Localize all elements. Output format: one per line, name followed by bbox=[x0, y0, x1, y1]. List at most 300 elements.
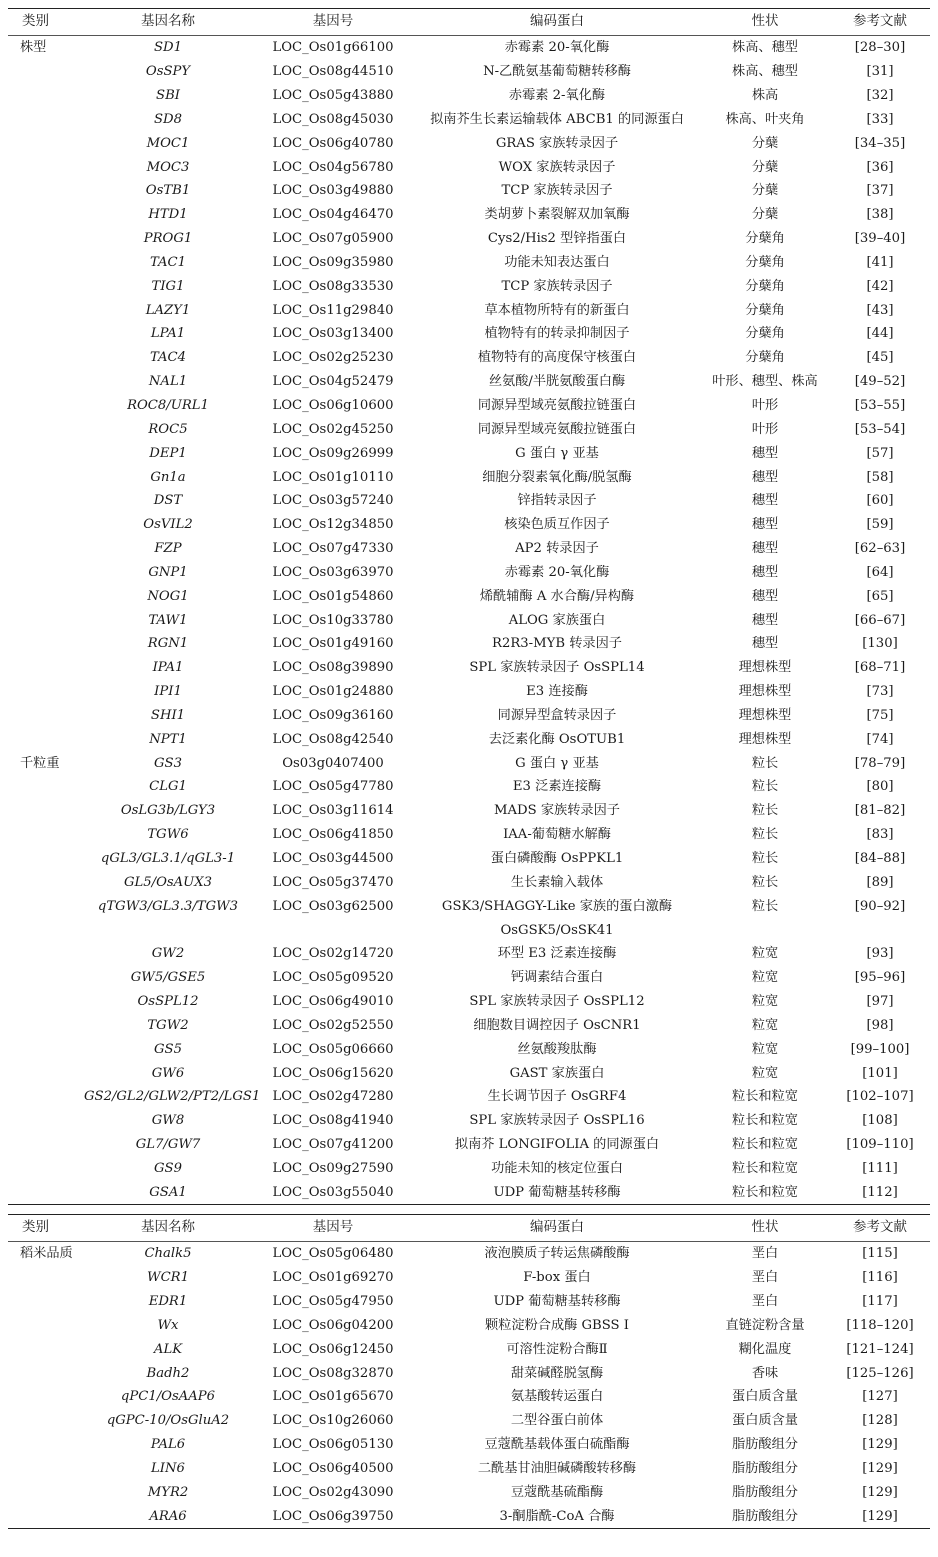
gene-name-cell: qGPC-10/OsGluA2 bbox=[106, 1413, 230, 1429]
trait-cell: 穗型 bbox=[751, 493, 779, 509]
gene-id-cell: LOC_Os08g39890 bbox=[272, 660, 394, 676]
gene-name-cell: OsSPY bbox=[145, 64, 191, 80]
protein-cell: 赤霉素 20-氧化酶 bbox=[504, 564, 610, 580]
reference-cell: [81–82] bbox=[854, 803, 906, 819]
gene-id-cell: LOC_Os06g49010 bbox=[272, 994, 394, 1010]
trait-cell: 粒长 bbox=[751, 779, 779, 795]
protein-cell: 草本植物所特有的新蛋白 bbox=[484, 302, 630, 318]
gene-name-cell: ROC8/URL1 bbox=[127, 397, 209, 413]
gene-name-cell: GNP1 bbox=[148, 564, 188, 580]
gene-name-cell: qGL3/GL3.1/qGL3-1 bbox=[100, 851, 236, 866]
reference-cell: [64] bbox=[866, 564, 894, 580]
gene-id-cell: LOC_Os07g05900 bbox=[272, 231, 394, 247]
trait-cell: 脂肪酸组分 bbox=[732, 1508, 798, 1524]
gene-name-cell: LPA1 bbox=[150, 326, 186, 342]
gene-id-cell: LOC_Os03g49880 bbox=[272, 183, 394, 199]
gene-name-cell: MOC1 bbox=[146, 135, 190, 151]
table-row bbox=[8, 155, 930, 179]
trait-cell: 穗型 bbox=[751, 636, 779, 652]
protein-cell: 赤霉素 2-氧化酶 bbox=[508, 88, 606, 103]
protein-cell: SPL 家族转录因子 OsSPL14 bbox=[469, 660, 645, 676]
protein-cell: 颗粒淀粉合成酶 GBSS Ⅰ bbox=[485, 1317, 629, 1333]
reference-cell: [53–54] bbox=[854, 421, 906, 437]
gene-name-cell: GS9 bbox=[154, 1160, 182, 1176]
trait-cell: 叶形 bbox=[751, 421, 779, 437]
protein-cell: OsGSK5/OsSK41 bbox=[500, 922, 614, 938]
gene-id-cell: LOC_Os06g15620 bbox=[272, 1065, 394, 1081]
gene-name-cell: GW5/GSE5 bbox=[130, 970, 206, 986]
header-gene-id: 基因号 bbox=[312, 13, 354, 30]
table-row bbox=[8, 108, 930, 132]
table-row bbox=[8, 1361, 930, 1385]
gene-name-cell: Wx bbox=[157, 1317, 179, 1333]
gene-id-cell: LOC_Os05g06480 bbox=[272, 1246, 394, 1262]
gene-id-cell: LOC_Os03g55040 bbox=[272, 1184, 394, 1200]
protein-cell: 去泛素化酶 OsOTUB1 bbox=[488, 731, 626, 747]
protein-cell: 同源异型盒转录因子 bbox=[497, 707, 617, 723]
category-cell: 稻米品质 bbox=[20, 1246, 73, 1262]
table-row bbox=[8, 513, 930, 537]
table-row bbox=[8, 894, 930, 918]
trait-cell: 粒宽 bbox=[751, 1041, 779, 1057]
protein-cell: IAA-葡萄糖水解酶 bbox=[503, 827, 611, 843]
protein-cell: E3 泛素连接酶 bbox=[512, 779, 602, 795]
reference-cell: [37] bbox=[866, 183, 894, 199]
gene-name-cell: qTGW3/GL3.3/TGW3 bbox=[97, 898, 239, 914]
reference-cell: [74] bbox=[866, 731, 894, 747]
trait-cell: 粒长和粒宽 bbox=[732, 1089, 798, 1105]
gene-name-cell: IPA1 bbox=[152, 660, 184, 676]
reference-cell: [28–30] bbox=[854, 40, 906, 56]
trait-cell: 理想株型 bbox=[738, 684, 792, 700]
reference-cell: [99–100] bbox=[850, 1041, 910, 1057]
trait-cell: 粒宽 bbox=[751, 970, 779, 986]
trait-cell: 穗型 bbox=[751, 588, 779, 604]
gene-name-cell: ARA6 bbox=[149, 1508, 187, 1524]
gene-name-cell: GL5/OsAUX3 bbox=[123, 874, 213, 890]
gene-id-cell: LOC_Os06g39750 bbox=[272, 1508, 394, 1524]
gene-name-cell: OsLG3b/LGY3 bbox=[120, 803, 216, 819]
protein-cell: Cys2/His2 型锌指蛋白 bbox=[487, 231, 627, 247]
table-row bbox=[8, 60, 930, 84]
trait-cell: 分蘖 bbox=[751, 183, 779, 199]
protein-cell: 拟南芥生长素运输载体 ABCB1 的同源蛋白 bbox=[430, 111, 684, 127]
trait-cell: 分蘖 bbox=[751, 159, 779, 175]
protein-cell: 二酰基甘油胆碱磷酸转移酶 bbox=[477, 1460, 637, 1476]
table-row bbox=[8, 1266, 930, 1290]
protein-cell: 功能未知表达蛋白 bbox=[504, 254, 610, 270]
gene-id-cell: LOC_Os06g12450 bbox=[272, 1341, 394, 1357]
trait-cell: 理想株型 bbox=[738, 707, 792, 723]
table-row bbox=[8, 298, 930, 322]
trait-cell: 脂肪酸组分 bbox=[732, 1484, 798, 1500]
protein-cell: 生长素输入载体 bbox=[510, 874, 604, 890]
gene-id-cell: LOC_Os07g41200 bbox=[272, 1137, 394, 1153]
protein-cell: 植物特有的高度保守核蛋白 bbox=[477, 350, 637, 366]
protein-cell: 蛋白磷酸酶 OsPPKL1 bbox=[490, 851, 624, 866]
header-trait: 性状 bbox=[751, 1219, 779, 1236]
trait-cell: 糊化温度 bbox=[738, 1341, 792, 1357]
table-row bbox=[8, 489, 930, 513]
header-category: 类别 bbox=[22, 1219, 49, 1236]
trait-cell: 粒长和粒宽 bbox=[732, 1184, 798, 1200]
protein-cell: G 蛋白 γ 亚基 bbox=[515, 445, 599, 461]
reference-cell: [128] bbox=[862, 1413, 898, 1429]
gene-id-cell: LOC_Os06g41850 bbox=[272, 827, 394, 843]
header-reference: 参考文献 bbox=[853, 1219, 907, 1236]
table-body bbox=[8, 1242, 930, 1528]
gene-id-cell: LOC_Os06g10600 bbox=[272, 397, 394, 413]
table-row bbox=[8, 346, 930, 370]
protein-cell: 钙调素结合蛋白 bbox=[510, 970, 604, 986]
protein-cell: 生长调节因子 OsGRF4 bbox=[487, 1089, 627, 1105]
gene-id-cell: LOC_Os01g54860 bbox=[272, 588, 394, 604]
reference-cell: [49–52] bbox=[854, 374, 906, 390]
gene-id-cell: LOC_Os01g10110 bbox=[272, 469, 394, 485]
protein-cell: 豆蔻酰基硫酯酶 bbox=[510, 1484, 604, 1500]
trait-cell: 理想株型 bbox=[738, 731, 792, 747]
header-category: 类别 bbox=[22, 13, 49, 30]
reference-cell: [41] bbox=[866, 254, 894, 270]
reference-cell: [118–120] bbox=[846, 1317, 914, 1333]
gene-id-cell: LOC_Os06g05130 bbox=[272, 1437, 394, 1453]
gene-name-cell: HTD1 bbox=[148, 207, 188, 223]
protein-cell: E3 连接酶 bbox=[526, 684, 588, 700]
table-row bbox=[8, 251, 930, 275]
table-row bbox=[8, 775, 930, 799]
table-row bbox=[8, 465, 930, 489]
gene-id-cell: LOC_Os12g34850 bbox=[272, 517, 394, 533]
table-row bbox=[8, 1242, 930, 1266]
trait-cell: 叶形 bbox=[751, 397, 779, 413]
reference-cell: [34–35] bbox=[854, 135, 906, 151]
gene-id-cell: LOC_Os09g27590 bbox=[272, 1160, 394, 1176]
gene-name-cell: NPT1 bbox=[149, 731, 187, 747]
trait-cell: 穗型 bbox=[751, 564, 779, 580]
gene-name-cell: TIG1 bbox=[151, 278, 185, 294]
gene-name-cell: OsSPL12 bbox=[137, 994, 199, 1010]
trait-cell: 叶形、穗型、株高 bbox=[712, 374, 818, 390]
protein-cell: 丝氨酸/半胱氨酸蛋白酶 bbox=[488, 374, 626, 390]
reference-cell: [115] bbox=[862, 1246, 898, 1262]
gene-id-cell: LOC_Os08g45030 bbox=[272, 111, 394, 127]
reference-cell: [111] bbox=[862, 1160, 898, 1176]
trait-cell: 粒宽 bbox=[751, 946, 779, 962]
header-protein: 编码蛋白 bbox=[530, 1219, 584, 1236]
protein-cell: R2R3-MYB 转录因子 bbox=[492, 636, 622, 652]
trait-cell: 脂肪酸组分 bbox=[732, 1460, 798, 1476]
protein-cell: 细胞分裂素氧化酶/脱氢酶 bbox=[482, 469, 632, 485]
reference-cell: [84–88] bbox=[854, 851, 906, 866]
trait-cell: 株高、穗型 bbox=[732, 64, 798, 80]
table-row bbox=[8, 394, 930, 418]
protein-cell: 拟南芥 LONGIFOLIA 的同源蛋白 bbox=[454, 1137, 660, 1153]
table-row bbox=[8, 1337, 930, 1361]
reference-cell: [57] bbox=[866, 445, 894, 461]
gene-name-cell: PROG1 bbox=[143, 231, 193, 247]
table-row bbox=[8, 537, 930, 561]
gene-id-cell: LOC_Os05g47950 bbox=[272, 1294, 394, 1309]
protein-cell: 植物特有的转录抑制因子 bbox=[484, 326, 630, 342]
table-row bbox=[8, 727, 930, 751]
reference-cell: [95–96] bbox=[854, 970, 906, 986]
table-row bbox=[8, 823, 930, 847]
table-row bbox=[8, 1061, 930, 1085]
trait-cell: 香味 bbox=[751, 1365, 779, 1381]
gene-table-2 bbox=[8, 1214, 930, 1529]
gene-name-cell: TAW1 bbox=[148, 612, 188, 628]
gene-name-cell: NAL1 bbox=[148, 374, 188, 390]
gene-name-cell: GS3 bbox=[154, 755, 182, 771]
trait-cell: 穗型 bbox=[751, 517, 779, 533]
gene-name-cell: FZP bbox=[154, 541, 182, 557]
gene-id-cell: LOC_Os04g52479 bbox=[272, 374, 394, 390]
table-row bbox=[8, 1409, 930, 1433]
bottom-rule bbox=[8, 1204, 930, 1205]
protein-cell: 烯酰辅酶 A 水合酶/异构酶 bbox=[479, 588, 635, 604]
gene-id-cell: LOC_Os08g41940 bbox=[272, 1113, 394, 1129]
gene-id-cell: LOC_Os03g11614 bbox=[272, 803, 394, 819]
protein-cell: UDP 葡萄糖基转移酶 bbox=[493, 1294, 621, 1309]
table-row bbox=[8, 1181, 930, 1205]
gene-id-cell: LOC_Os01g24880 bbox=[272, 684, 394, 700]
gene-id-cell: LOC_Os10g26060 bbox=[272, 1413, 394, 1429]
reference-cell: [36] bbox=[866, 159, 894, 175]
gene-id-cell: LOC_Os01g69270 bbox=[272, 1270, 394, 1286]
protein-cell: 核染色质互作因子 bbox=[504, 517, 610, 533]
trait-cell: 分蘖 bbox=[751, 135, 779, 151]
gene-id-cell: LOC_Os05g43880 bbox=[272, 88, 394, 103]
gene-id-cell: LOC_Os03g57240 bbox=[272, 493, 394, 509]
table-row bbox=[8, 441, 930, 465]
table-row bbox=[8, 131, 930, 155]
trait-cell: 脂肪酸组分 bbox=[732, 1437, 798, 1453]
header-protein: 编码蛋白 bbox=[530, 13, 584, 30]
table-body bbox=[8, 36, 930, 1204]
table-row bbox=[8, 1290, 930, 1314]
gene-name-cell: qPC1/OsAAP6 bbox=[120, 1389, 216, 1405]
table-row bbox=[8, 871, 930, 895]
trait-cell: 分蘖角 bbox=[745, 278, 785, 294]
bottom-rule bbox=[8, 1528, 930, 1529]
table-row bbox=[8, 1037, 930, 1061]
protein-cell: WOX 家族转录因子 bbox=[498, 159, 616, 175]
gene-id-cell: Os03g0407400 bbox=[282, 755, 384, 771]
protein-cell: 同源异型域亮氨酸拉链蛋白 bbox=[477, 397, 637, 413]
reference-cell: [101] bbox=[862, 1065, 898, 1081]
protein-cell: 类胡萝卜素裂解双加氧酶 bbox=[484, 207, 630, 223]
reference-cell: [117] bbox=[862, 1294, 898, 1309]
protein-cell: 同源异型域亮氨酸拉链蛋白 bbox=[477, 421, 637, 437]
gene-name-cell: GS2/GL2/GLW2/PT2/LGS1 bbox=[84, 1089, 261, 1105]
reference-cell: [66–67] bbox=[854, 612, 906, 628]
header-gene-name: 基因名称 bbox=[141, 13, 195, 30]
table-row bbox=[8, 1504, 930, 1528]
reference-cell: [38] bbox=[866, 207, 894, 223]
gene-name-cell: GW2 bbox=[151, 946, 185, 962]
reference-cell: [62–63] bbox=[854, 541, 906, 557]
table-row bbox=[8, 1014, 930, 1038]
trait-cell: 垩白 bbox=[751, 1270, 779, 1286]
reference-cell: [65] bbox=[866, 588, 894, 604]
trait-cell: 理想株型 bbox=[738, 660, 792, 676]
trait-cell: 粒长 bbox=[751, 874, 779, 890]
reference-cell: [78–79] bbox=[854, 755, 906, 771]
gene-id-cell: LOC_Os11g29840 bbox=[272, 302, 394, 318]
table-row bbox=[8, 751, 930, 775]
trait-cell: 分蘖 bbox=[751, 207, 779, 223]
gene-id-cell: LOC_Os02g14720 bbox=[272, 946, 394, 962]
table-row bbox=[8, 990, 930, 1014]
gene-id-cell: LOC_Os03g63970 bbox=[272, 564, 394, 580]
table-row bbox=[8, 36, 930, 60]
gene-name-cell: OsTB1 bbox=[145, 183, 191, 199]
protein-cell: 豆蔻酰基载体蛋白硫酯酶 bbox=[484, 1437, 630, 1453]
trait-cell: 粒长和粒宽 bbox=[732, 1113, 798, 1129]
reference-cell: [68–71] bbox=[854, 660, 906, 676]
gene-name-cell: Chalk5 bbox=[144, 1246, 192, 1262]
gene-id-cell: LOC_Os05g47780 bbox=[272, 779, 394, 795]
trait-cell: 垩白 bbox=[751, 1246, 779, 1262]
gene-name-cell: DEP1 bbox=[149, 445, 187, 461]
gene-name-cell: TAC1 bbox=[149, 254, 187, 270]
trait-cell: 粒长和粒宽 bbox=[732, 1137, 798, 1153]
header-gene-name: 基因名称 bbox=[141, 1219, 195, 1236]
protein-cell: 赤霉素 20-氧化酶 bbox=[504, 40, 610, 56]
gene-id-cell: LOC_Os07g47330 bbox=[272, 541, 394, 557]
table-row bbox=[8, 203, 930, 227]
gene-name-cell: IPI1 bbox=[154, 684, 182, 700]
reference-cell: [129] bbox=[862, 1508, 898, 1524]
table-row bbox=[8, 1133, 930, 1157]
gene-id-cell: LOC_Os01g66100 bbox=[272, 40, 394, 56]
gene-name-cell: TGW2 bbox=[147, 1017, 189, 1033]
table-row bbox=[8, 799, 930, 823]
gene-id-cell: LOC_Os09g35980 bbox=[272, 254, 394, 270]
gene-name-cell: NOG1 bbox=[147, 588, 189, 604]
gene-id-cell: LOC_Os01g49160 bbox=[272, 636, 394, 652]
gene-name-cell: SBI bbox=[156, 88, 180, 103]
trait-cell: 垩白 bbox=[751, 1294, 779, 1309]
protein-cell: 3-酮脂酰-CoA 合酶 bbox=[499, 1508, 615, 1524]
protein-cell: GAST 家族蛋白 bbox=[509, 1065, 605, 1081]
reference-cell: [42] bbox=[866, 278, 894, 294]
trait-cell: 穗型 bbox=[751, 469, 779, 485]
trait-cell: 粒长 bbox=[751, 827, 779, 843]
table-row bbox=[8, 561, 930, 585]
reference-cell: [83] bbox=[866, 827, 894, 843]
protein-cell: 可溶性淀粉合酶Ⅱ bbox=[506, 1341, 608, 1357]
reference-cell: [80] bbox=[866, 779, 894, 795]
table-row bbox=[8, 179, 930, 203]
table-row bbox=[8, 632, 930, 656]
gene-name-cell: MOC3 bbox=[146, 159, 190, 175]
table-row bbox=[8, 1433, 930, 1457]
trait-cell: 粒长和粒宽 bbox=[732, 1160, 798, 1176]
gene-id-cell: LOC_Os06g04200 bbox=[272, 1317, 394, 1333]
gene-name-cell: TAC4 bbox=[149, 350, 187, 366]
trait-cell: 株高 bbox=[751, 88, 779, 103]
gene-id-cell: LOC_Os02g47280 bbox=[272, 1089, 394, 1105]
table-row bbox=[8, 1085, 930, 1109]
gene-id-cell: LOC_Os04g56780 bbox=[272, 159, 394, 175]
reference-cell: [45] bbox=[866, 350, 894, 366]
table-row bbox=[8, 942, 930, 966]
table-row bbox=[8, 84, 930, 108]
protein-cell: 锌指转录因子 bbox=[517, 493, 597, 509]
trait-cell: 穗型 bbox=[751, 612, 779, 628]
reference-cell: [129] bbox=[862, 1484, 898, 1500]
gene-id-cell: LOC_Os01g65670 bbox=[272, 1389, 394, 1405]
gene-id-cell: LOC_Os02g43090 bbox=[272, 1484, 394, 1500]
gene-name-cell: SHI1 bbox=[150, 707, 186, 723]
gene-name-cell: ALK bbox=[153, 1341, 183, 1357]
gene-name-cell: MYR2 bbox=[147, 1484, 189, 1500]
gene-id-cell: LOC_Os02g52550 bbox=[272, 1017, 394, 1033]
table-row bbox=[8, 656, 930, 680]
gene-name-cell: SD1 bbox=[154, 40, 182, 56]
gene-name-cell: RGN1 bbox=[147, 636, 189, 652]
table-row bbox=[8, 418, 930, 442]
table-row bbox=[8, 704, 930, 728]
table-row bbox=[8, 847, 930, 871]
trait-cell: 粒宽 bbox=[751, 1065, 779, 1081]
header-trait: 性状 bbox=[751, 13, 779, 30]
table-header bbox=[8, 9, 930, 35]
header-reference: 参考文献 bbox=[853, 13, 907, 30]
gene-name-cell: GL7/GW7 bbox=[135, 1137, 201, 1153]
gene-name-cell: GS5 bbox=[154, 1041, 182, 1057]
trait-cell: 粒长 bbox=[751, 851, 779, 866]
reference-cell: [43] bbox=[866, 302, 894, 318]
reference-cell: [102–107] bbox=[846, 1089, 914, 1105]
reference-cell: [60] bbox=[866, 493, 894, 509]
protein-cell: 细胞数目调控因子 OsCNR1 bbox=[473, 1017, 641, 1033]
protein-cell: SPL 家族转录因子 OsSPL16 bbox=[469, 1113, 645, 1129]
table-row bbox=[8, 1385, 930, 1409]
table-row bbox=[8, 1314, 930, 1338]
reference-cell: [75] bbox=[866, 707, 894, 723]
gene-id-cell: LOC_Os08g42540 bbox=[272, 731, 394, 747]
reference-cell: [129] bbox=[862, 1460, 898, 1476]
trait-cell: 粒长 bbox=[751, 755, 779, 771]
gene-table-1 bbox=[8, 8, 930, 1205]
trait-cell: 分蘖角 bbox=[745, 231, 785, 247]
gene-id-cell: LOC_Os02g45250 bbox=[272, 421, 394, 437]
reference-cell: [116] bbox=[862, 1270, 898, 1286]
protein-cell: 丝氨酸羧肽酶 bbox=[517, 1041, 597, 1057]
trait-cell: 粒宽 bbox=[751, 1017, 779, 1033]
table-row bbox=[8, 1157, 930, 1181]
reference-cell: [39–40] bbox=[854, 231, 906, 247]
gene-id-cell: LOC_Os06g40780 bbox=[272, 135, 394, 151]
gene-id-cell: LOC_Os08g33530 bbox=[272, 278, 394, 294]
trait-cell: 穗型 bbox=[751, 445, 779, 461]
gene-name-cell: EDR1 bbox=[148, 1294, 188, 1309]
gene-id-cell: LOC_Os06g40500 bbox=[272, 1460, 394, 1476]
reference-cell: [58] bbox=[866, 469, 894, 485]
table-row bbox=[8, 608, 930, 632]
gene-id-cell: LOC_Os05g06660 bbox=[272, 1041, 394, 1057]
trait-cell: 直链淀粉含量 bbox=[725, 1317, 805, 1333]
gene-id-cell: LOC_Os05g09520 bbox=[272, 970, 394, 986]
reference-cell: [121–124] bbox=[846, 1341, 914, 1357]
protein-cell: 二型谷蛋白前体 bbox=[510, 1413, 604, 1429]
protein-cell: GSK3/SHAGGY-Like 家族的蛋白激酶 bbox=[441, 898, 673, 914]
table-header bbox=[8, 1215, 930, 1241]
category-cell: 株型 bbox=[20, 40, 47, 56]
reference-cell: [44] bbox=[866, 326, 894, 342]
